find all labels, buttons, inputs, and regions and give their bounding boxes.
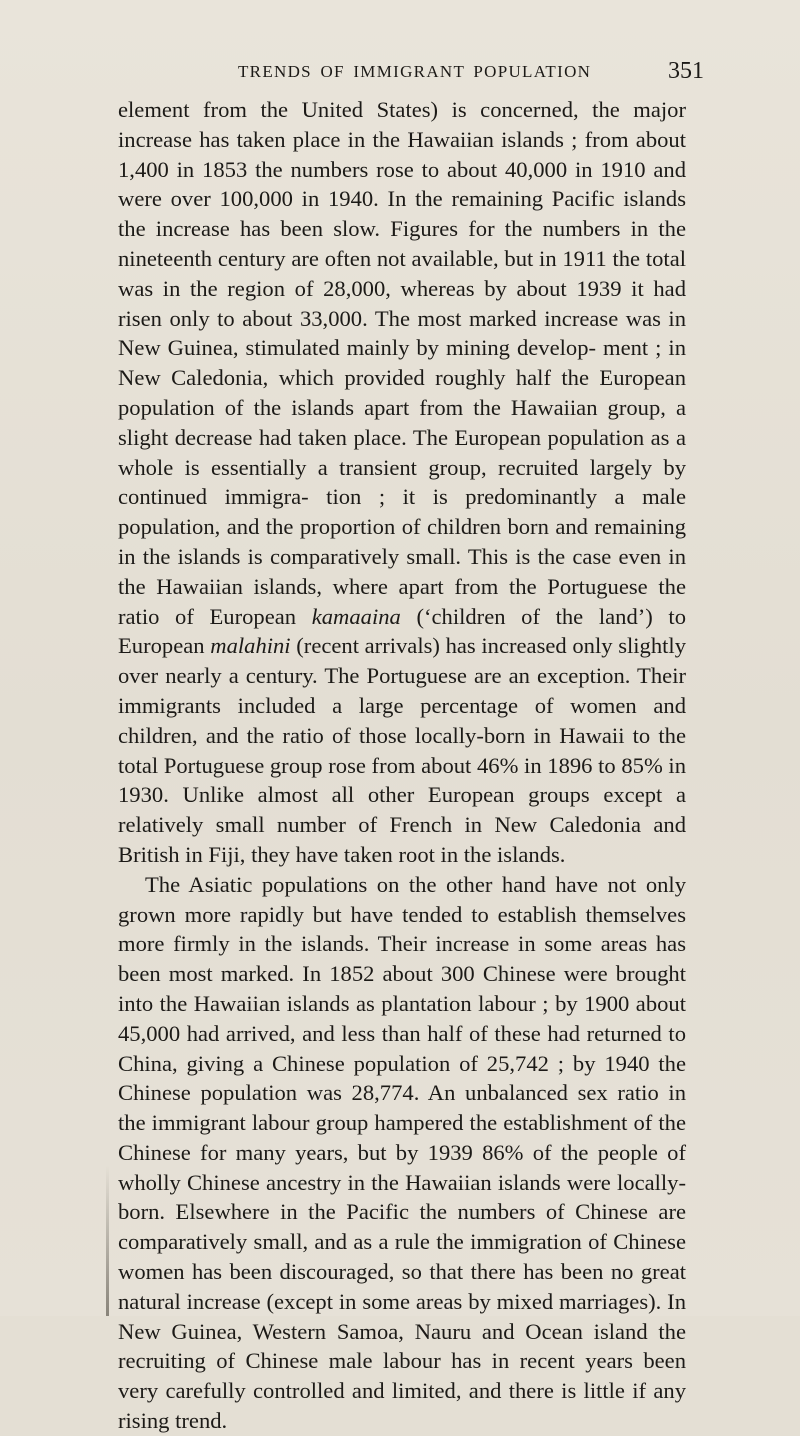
body-text <box>118 95 686 1436</box>
paragraph-1-text-c: (recent arrivals) has increased only slightly over nearly a century. The Portuguese are an exception. Their immigrants included a large percentage of women and children, and the ratio of those locally-born in Hawaii to the total Portuguese group rose from about 46% in 1896 to 85% in 1930. Unlike almost all other European groups except a relatively small number of French in New Caledonia and British in Fiji, they have taken root in the islands. <box>118 633 687 867</box>
paragraph-1-text-a: element from the United States) is concerned, the major increase has taken place in the Hawaiian islands ; from about 1,400 in 1853 the numbers rose to about 40,000 in 1910 and were over 100,000 in 1940. In the remaining Pacific islands the increase has been slow. Figures for the numbers in the nineteenth century are often not available, but in 1911 the total was in the region of 28,000, whereas by about 1939 it had risen only to about 33,000. The most marked increase was in New Guinea, stimulated mainly by mining develop- ment ; in New Caledonia, which provided roughly half the European population of the islands apart from the Hawaiian group, a slight decrease had taken place. The European population as a whole is essentially a transient group, recruited largely by continued immigra- tion ; it is predominantly a male population, and the proportion of children born and remaining in the islands is comparatively small. This is the case even in the Hawaiian islands, where apart from the Portuguese the ratio of European <box>118 97 686 629</box>
term-kamaaina: kamaaina <box>311 603 401 629</box>
scan-edge-shadow <box>106 1165 109 1316</box>
term-malahini: malahini <box>210 633 291 659</box>
page-number: 351 <box>668 58 704 84</box>
running-header <box>0 58 800 88</box>
paragraph-1-text-b: (‘children of the land’) to European <box>118 603 686 659</box>
paragraph-2: The Asiatic populations on the other hand have not only grown more rapidly but have tended to establish themselves more firmly in the islands. Their increase in some areas has been most marked. In 1852 about 300 Chinese were brought into the Hawaiian islands as plantation labour ; by 1900 about 45,000 had arrived, and less than half of these had returned to China, giving a Chinese population of 25,742 ; by 1940 the Chinese population was 28,774. An unbalanced sex ratio in the immigrant labour group hampered the establishment of the Chinese for many years, but by 1939 86% of the people of wholly Chinese ancestry in the Hawaiian islands were locally-born. Elsewhere in the Pacific the numbers of Chinese are comparatively small, and as a rule the immigration of Chinese women has been discouraged, so that there has been no great natural increase (except in some areas by mixed marriages). In New Guinea, Western Samoa, Nauru and Ocean island the recruiting of Chinese male labour has in recent years been very carefully controlled and limited, and there is little if any rising trend. <box>118 871 686 1434</box>
paragraph-1 <box>118 95 686 870</box>
running-title: TRENDS OF IMMIGRANT POPULATION <box>238 62 592 81</box>
